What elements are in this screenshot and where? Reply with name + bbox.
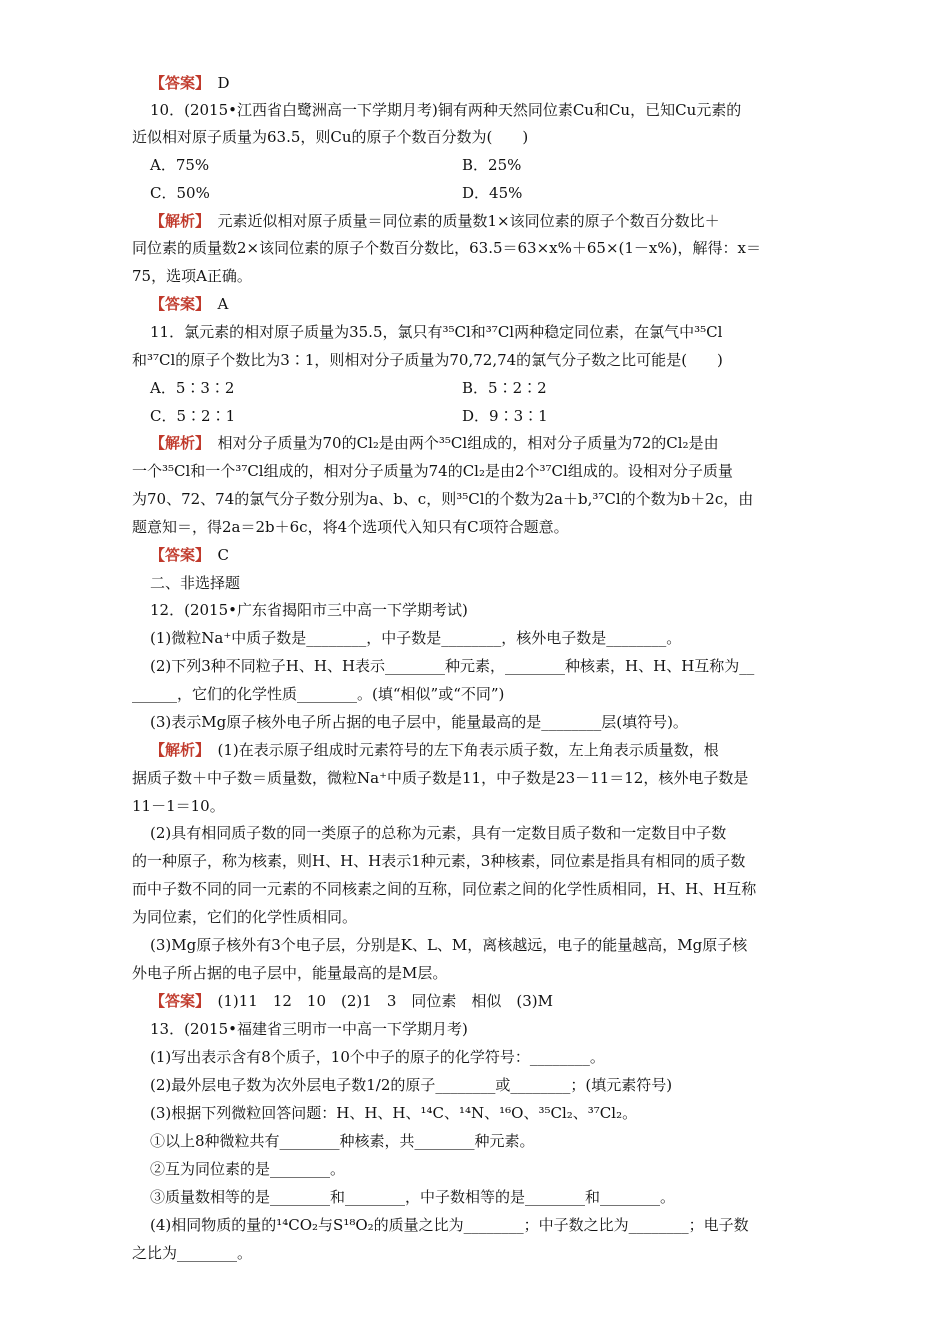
analysis-text-line: 而中子数不同的同一元素的不同核素之间的互称，同位素之间的化学性质相同，H、H、H互称 xyxy=(132,880,757,898)
option-a: A．75% xyxy=(150,156,210,174)
analysis-text-line: 一个³⁵Cl和一个³⁷Cl组成的，相对分子质量为74的Cl₂是由2个³⁷Cl组成的。设相对分子质量 xyxy=(132,462,733,480)
answer-line xyxy=(150,545,840,565)
analysis-text-line: (3)Mg原子核外有3个电子层，分别是K、L、M，离核越远，电子的能量越高，Mg原子核 xyxy=(150,936,748,954)
analysis-text-line: 11－1＝10。 xyxy=(132,797,225,815)
question-11-line-1: 11．氯元素的相对原子质量为35.5，氯只有³⁵Cl和³⁷Cl两种稳定同位素，在氯气中³⁵Cl xyxy=(150,323,723,341)
analysis-text-line: 75，选项A正确。 xyxy=(132,267,252,285)
analysis-text-line: (2)具有相同质子数的同一类原子的总称为元素，具有一定数目质子数和一定数目中子数 xyxy=(150,824,727,842)
question-13-part-2: (2)最外层电子数为次外层电子数1/2的原子________或________；(填元素符号) xyxy=(150,1076,673,1094)
analysis-text-line: 题意知＝，得2a＝2b＋6c，将4个选项代入知只有C项符合题意。 xyxy=(132,518,569,536)
question-12-part-2-cont: ______，它们的化学性质________。(填“相似”或“不同”) xyxy=(132,685,505,703)
option-c: C．50% xyxy=(150,184,210,202)
analysis-tag: 【解析】 xyxy=(150,434,203,452)
question-13-part-3: (3)根据下列微粒回答问题：H、H、H、¹⁴C、¹⁴N、¹⁶O、³⁵Cl₂、³⁷Cl₂。 xyxy=(150,1104,638,1122)
answer-text: A xyxy=(202,295,229,313)
option-c: C．5∶2∶1 xyxy=(150,407,236,425)
answer-line xyxy=(150,294,840,314)
question-13-sub-1: ①以上8种微粒共有________种核素，共________种元素。 xyxy=(150,1132,535,1150)
option-a: A．5∶3∶2 xyxy=(150,379,235,397)
answer-tag: 【答案】 xyxy=(150,74,203,92)
section-heading: 二、非选择题 xyxy=(150,574,241,592)
answer-line xyxy=(150,73,840,93)
question-12-part-2: (2)下列3种不同粒子H、H、H表示________种元素，________种核素，H、H、H互称为__ xyxy=(150,657,755,675)
question-12-part-3: (3)表示Mg原子核外电子所占据的电子层中，能量最高的是________层(填符号)。 xyxy=(150,713,688,731)
option-b: B．25% xyxy=(462,156,522,174)
analysis-text: 元素近似相对原子质量＝同位素的质量数1×该同位素的原子个数百分数比＋ xyxy=(202,212,720,230)
question-12-part-1: (1)微粒Na⁺中质子数是________，中子数是________，核外电子数是________。 xyxy=(150,629,682,647)
question-13-part-1: (1)写出表示含有8个质子，10个中子的原子的化学符号：________。 xyxy=(150,1048,605,1066)
option-b: B．5∶2∶2 xyxy=(462,379,547,397)
answer-text: (1)11 12 10 (2)1 3 同位素 相似 (3)M xyxy=(202,992,553,1010)
analysis-line xyxy=(150,740,840,760)
question-13-sub-3: ③质量数相等的是________和________，中子数相等的是________和________。 xyxy=(150,1188,676,1206)
answer-tag: 【答案】 xyxy=(150,992,203,1010)
answer-text: C xyxy=(202,546,229,564)
analysis-tag: 【解析】 xyxy=(150,212,203,230)
analysis-text-line: 的一种原子，称为核素，则H、H、H表示1种元素，3种核素，同位素是指具有相同的质子数 xyxy=(132,852,746,870)
answer-tag: 【答案】 xyxy=(150,546,203,564)
option-d: D．9∶3∶1 xyxy=(462,407,548,425)
answer-line xyxy=(150,991,840,1011)
analysis-line xyxy=(150,433,840,453)
question-13-part-4: (4)相同物质的量的¹⁴CO₂与S¹⁸O₂的质量之比为________；中子数之比为________；电子数 xyxy=(150,1216,749,1234)
question-10-line-2: 近似相对原子质量为63.5，则Cu的原子个数百分数为( ) xyxy=(132,128,529,146)
question-13-sub-2: ②互为同位素的是________。 xyxy=(150,1160,346,1178)
analysis-tag: 【解析】 xyxy=(150,741,203,759)
analysis-text-line: 外电子所占据的电子层中，能量最高的是M层。 xyxy=(132,964,448,982)
answer-tag: 【答案】 xyxy=(150,295,203,313)
analysis-text: (1)在表示原子组成时元素符号的左下角表示质子数，左上角表示质量数，根 xyxy=(202,741,719,759)
question-13-part-4-cont: 之比为________。 xyxy=(132,1244,253,1262)
analysis-line xyxy=(150,211,840,231)
analysis-text-line: 同位素的质量数2×该同位素的原子个数百分数比，63.5＝63×x%＋65×(1－x%)，解得：x＝ xyxy=(132,239,761,257)
analysis-text: 相对分子质量为70的Cl₂是由两个³⁵Cl组成的，相对分子质量为72的Cl₂是由 xyxy=(202,434,719,452)
answer-text: D xyxy=(202,74,230,92)
option-d: D．45% xyxy=(462,184,523,202)
question-10-line-1: 10．(2015•江西省白鹭洲高一下学期月考)铜有两种天然同位素Cu和Cu，已知Cu元素的 xyxy=(150,101,742,119)
question-12-title: 12．(2015•广东省揭阳市三中高一下学期考试) xyxy=(150,601,468,619)
analysis-text-line: 为同位素，它们的化学性质相同。 xyxy=(132,908,358,926)
analysis-text-line: 据质子数＋中子数＝质量数，微粒Na⁺中质子数是11，中子数是23－11＝12，核外电子数是 xyxy=(132,769,749,787)
question-11-line-2: 和³⁷Cl的原子个数比为3∶1，则相对分子质量为70,72,74的氯气分子数之比可能是( ) xyxy=(132,351,723,369)
question-13-title: 13．(2015•福建省三明市一中高一下学期月考) xyxy=(150,1020,468,1038)
analysis-text-line: 为70、72、74的氯气分子数分别为a、b、c，则³⁵Cl的个数为2a＋b,³⁷Cl的个数为b＋2c，由 xyxy=(132,490,754,508)
